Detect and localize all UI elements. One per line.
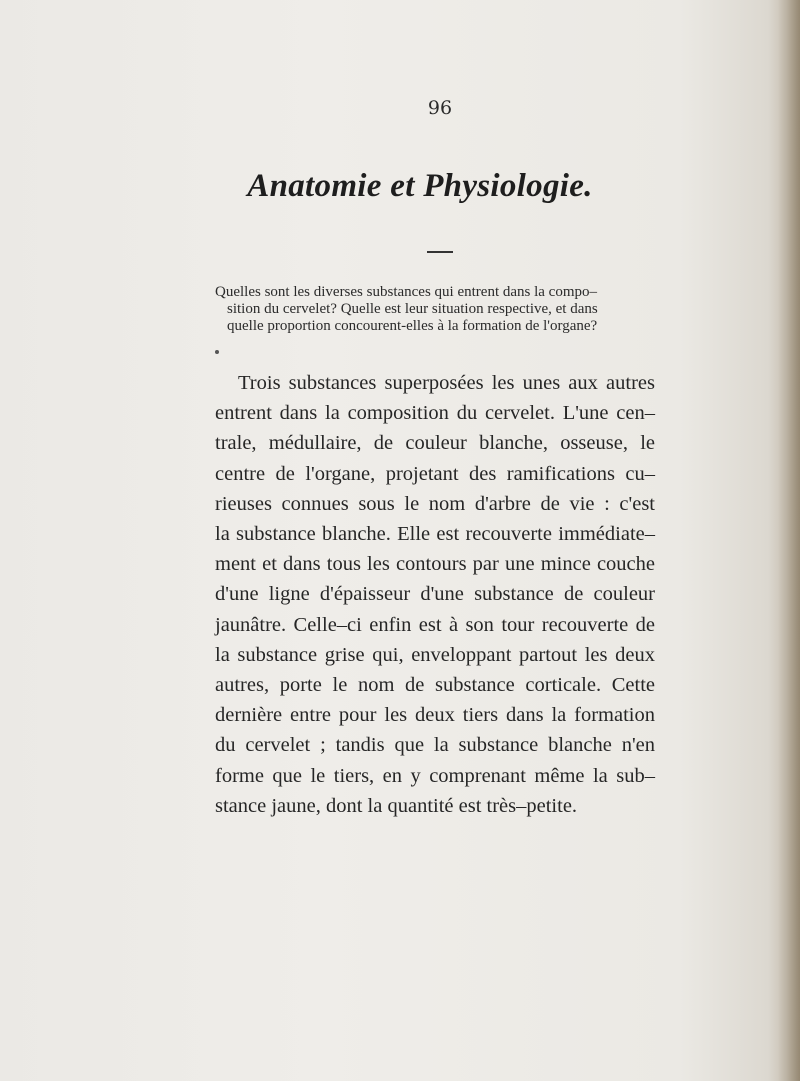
ink-speck (215, 350, 219, 354)
body-line: dernière entre pour les deux tiers dans la formation (215, 704, 655, 727)
question-paragraph (215, 284, 635, 335)
body-line: forme que le tiers, en y comprenant même la sub– (215, 764, 655, 787)
body-line: trale, médullaire, de couleur blanche, osseuse, le (215, 432, 655, 455)
page-edge-shadow (778, 0, 800, 1081)
body-line: rieuses connues sous le nom d'arbre de vie : c'est (215, 492, 655, 515)
question-line: sition du cervelet? Quelle est leur situation respective, et dans (227, 301, 598, 317)
answer-paragraph (215, 368, 655, 821)
body-line: ment et dans tous les contours par une mince couche (215, 553, 655, 576)
body-line: du cervelet ; tandis que la substance blanche n'en (215, 734, 655, 757)
chapter-title: Anatomie et Physiologie. (247, 168, 593, 204)
page-number: 96 (427, 97, 453, 119)
body-line: la substance grise qui, enveloppant partout les deux (215, 643, 655, 666)
question-line: Quelles sont les diverses substances qui entrent dans la compo– (215, 284, 598, 300)
body-line: Trois substances superposées les unes aux autres (238, 372, 655, 394)
body-line: stance jaune, dont la quantité est très–petite. (215, 794, 578, 817)
question-line: quelle proportion concourent-elles à la formation de l'organe? (227, 318, 598, 334)
body-line: la substance blanche. Elle est recouverte immédiate– (215, 523, 655, 546)
body-line: autres, porte le nom de substance corticale. Cette (215, 674, 655, 697)
body-line: d'une ligne d'épaisseur d'une substance de couleur (215, 583, 655, 606)
body-line: entrent dans la composition du cervelet. L'une cen– (215, 402, 655, 425)
body-line: jaunâtre. Celle–ci enfin est à son tour recouverte de (215, 613, 655, 636)
body-line: centre de l'organe, projetant des ramifications cu– (215, 462, 655, 485)
title-divider (427, 251, 453, 253)
